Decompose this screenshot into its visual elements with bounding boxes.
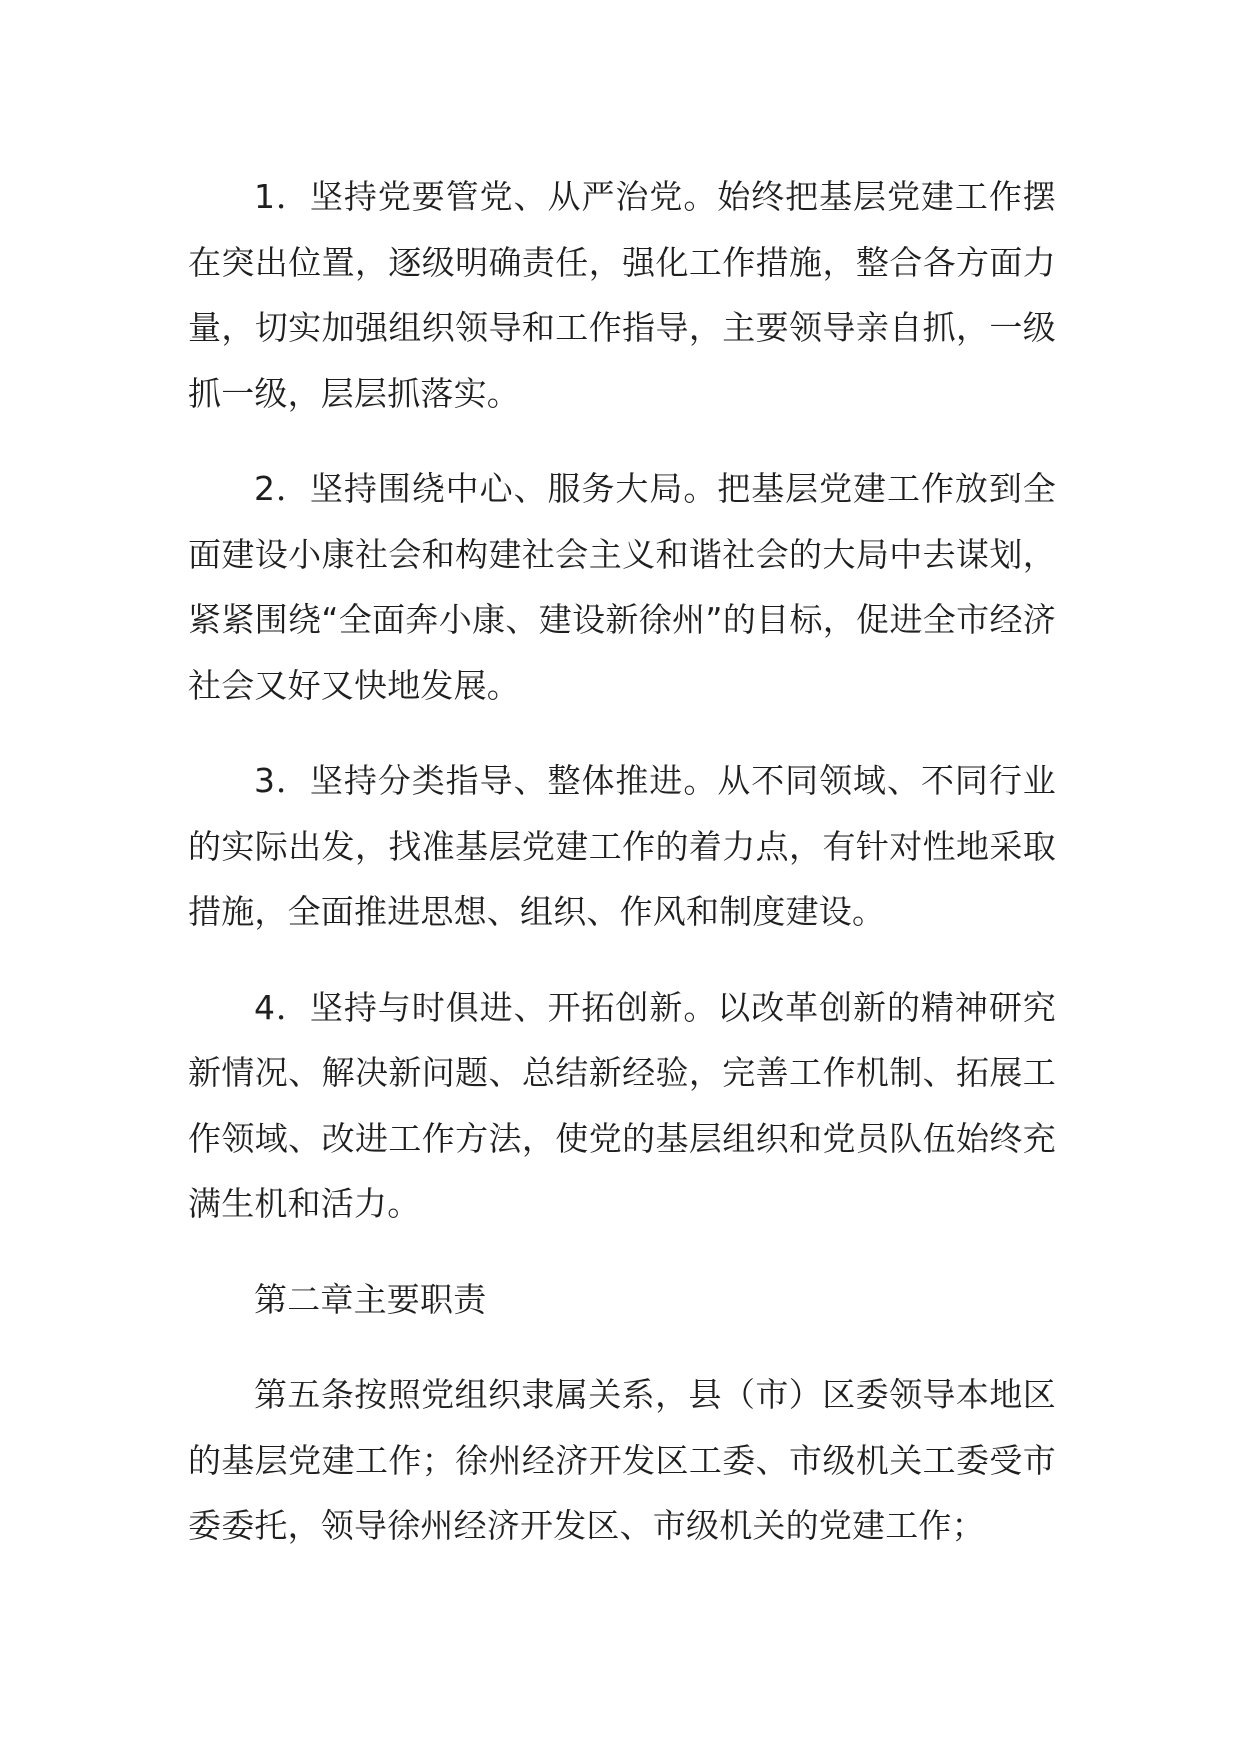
principle-2-paragraph: 2．坚持围绕中心、服务大局。把基层党建工作放到全面建设小康社会和构建社会主义和谐社会的大局中去谋划，紧紧围绕“全面奔小康、建设新徐州”的目标，促进全市经济社会又好又快地发展。 — [188, 469, 1056, 705]
principle-4-paragraph: 4．坚持与时俱进、开拓创新。以改革创新的精神研究新情况、解决新问题、总结新经验，完善工作机制、拓展工作领域、改进工作方法，使党的基层组织和党员队伍始终充满生机和活力。 — [188, 987, 1056, 1223]
chapter-heading: 第二章主要职责 — [254, 1279, 487, 1319]
article-5-paragraph: 第五条按照党组织隶属关系，县（市）区委领导本地区的基层党建工作；徐州经济开发区工委、市级机关工委受市委委托，领导徐州经济开发区、市级机关的党建工作； — [188, 1375, 1056, 1545]
principle-3-paragraph: 3．坚持分类指导、整体推进。从不同领域、不同行业的实际出发，找准基层党建工作的着力点，有针对性地采取措施，全面推进思想、组织、作风和制度建设。 — [188, 761, 1056, 931]
document-body — [188, 164, 1056, 1559]
principle-1-paragraph: 1．坚持党要管党、从严治党。始终把基层党建工作摆在突出位置，逐级明确责任，强化工作措施，整合各方面力量，切实加强组织领导和工作指导，主要领导亲自抓，一级抓一级，层层抓落实。 — [188, 177, 1056, 413]
